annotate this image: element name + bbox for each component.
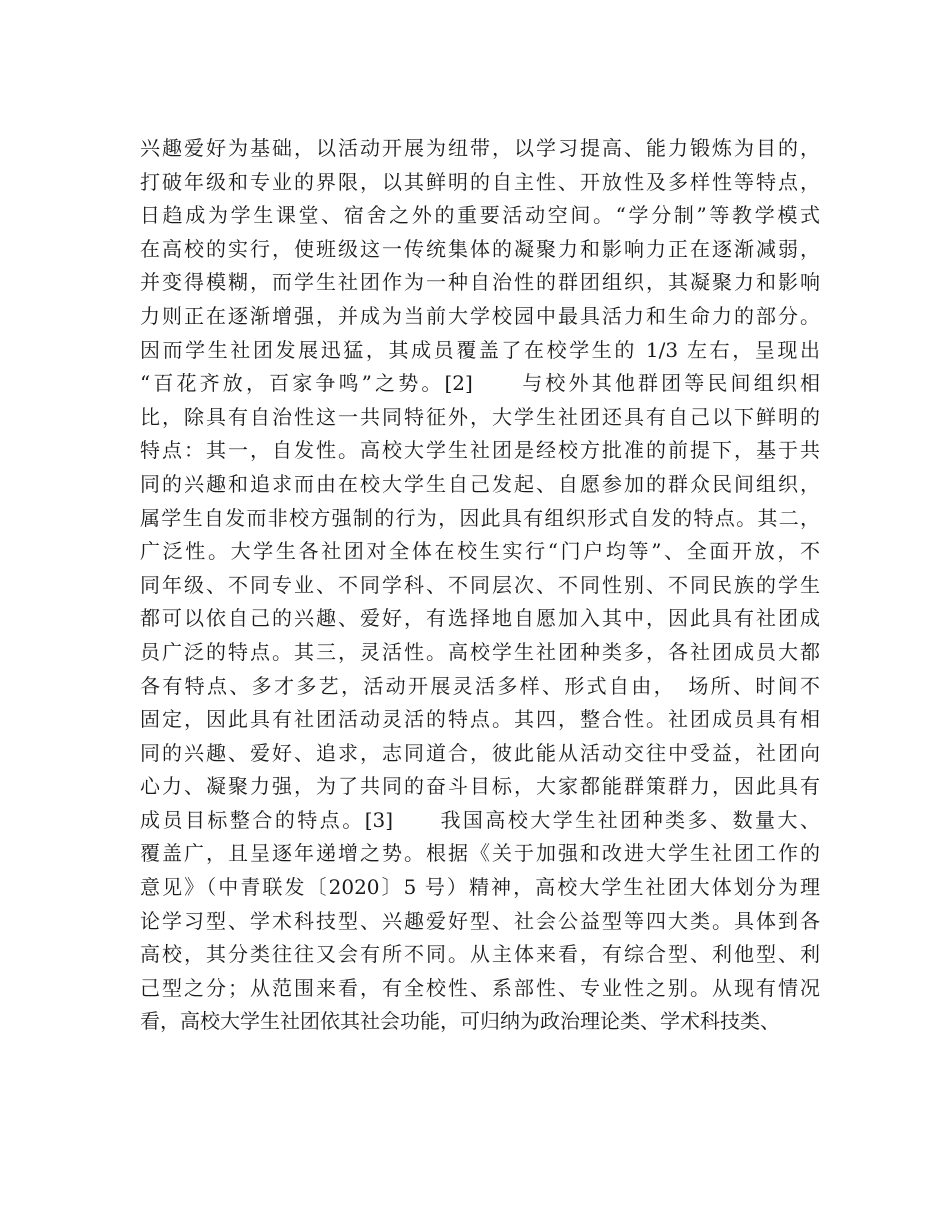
text-line: 兴趣爱好为基础，以活动开展为纽带，以学习提高、能力锻炼为目的， bbox=[140, 136, 820, 160]
text-line: 同的兴趣和追求而由在校大学生自己发起、自愿参加的群众民间组织， bbox=[140, 471, 820, 496]
text-line: 意见》（中青联发〔2020〕5 号）精神，高校大学生社团大体划分为理 bbox=[140, 875, 820, 900]
text-line: 固定，因此具有社团活动灵活的特点。其四，整合性。社团成员具有相 bbox=[140, 707, 820, 732]
text-line: 特点：其一，自发性。高校大学生社团是经校方批准的前提下，基于共 bbox=[140, 438, 820, 463]
text-line: 广泛性。大学生各社团对全体在校生实行“门户均等”、全面开放，不 bbox=[140, 539, 820, 564]
text-line: 打破年级和专业的界限，以其鲜明的自主性、开放性及多样性等特点， bbox=[140, 169, 820, 194]
text-line: 因而学生社团发展迅猛，其成员覆盖了在校学生的 1/3 左右，呈现出 bbox=[140, 337, 820, 362]
text-line: 同的兴趣、爱好、追求，志同道合，彼此能从活动交往中受益，社团向 bbox=[140, 740, 820, 765]
text-line: 力则正在逐渐增强，并成为当前大学校园中最具活力和生命力的部分。 bbox=[140, 303, 820, 328]
text-line: 论学习型、学术科技型、兴趣爱好型、社会公益型等四大类。具体到各 bbox=[140, 908, 820, 933]
text-line: 同年级、不同专业、不同学科、不同层次、不同性别、不同民族的学生 bbox=[140, 572, 820, 597]
text-line: 在高校的实行，使班级这一传统集体的凝聚力和影响力正在逐渐减弱， bbox=[140, 236, 820, 261]
text-line: 高校，其分类往往又会有所不同。从主体来看，有综合型、利他型、利 bbox=[140, 942, 820, 967]
text-line: 属学生自发而非校方强制的行为，因此具有组织形式自发的特点。其二， bbox=[140, 505, 820, 530]
text-line: 员广泛的特点。其三，灵活性。高校学生社团种类多，各社团成员大都 bbox=[140, 639, 820, 664]
text-line: 看，高校大学生社团依其社会功能，可归纳为政治理论类、学术科技类、 bbox=[140, 1009, 780, 1034]
text-line: 日趋成为学生课堂、宿舍之外的重要活动空间。“学分制”等教学模式 bbox=[140, 203, 820, 228]
text-line: 都可以依自己的兴趣、爱好，有选择地自愿加入其中，因此具有社团成 bbox=[140, 606, 820, 631]
text-line: 比，除具有自治性这一共同特征外，大学生社团还具有自己以下鲜明的 bbox=[140, 404, 820, 429]
text-line: 各有特点、多才多艺，活动开展灵活多样、形式自由， 场所、时间不 bbox=[140, 673, 820, 698]
body-paragraph bbox=[140, 132, 820, 1039]
text-line: 己型之分；从范围来看，有全校性、系部性、专业性之别。从现有情况 bbox=[140, 975, 820, 1000]
text-line: 心力、凝聚力强，为了共同的奋斗目标，大家都能群策群力，因此具有 bbox=[140, 774, 820, 799]
text-line: “百花齐放，百家争鸣”之势。[2] 与校外其他群团等民间组织相 bbox=[140, 371, 820, 396]
text-line: 覆盖广，且呈逐年递增之势。根据《关于加强和改进大学生社团工作的 bbox=[140, 841, 820, 866]
text-line: 成员目标整合的特点。[3] 我国高校大学生社团种类多、数量大、 bbox=[140, 807, 820, 832]
text-line: 并变得模糊，而学生社团作为一种自治性的群团组织，其凝聚力和影响 bbox=[140, 270, 820, 295]
